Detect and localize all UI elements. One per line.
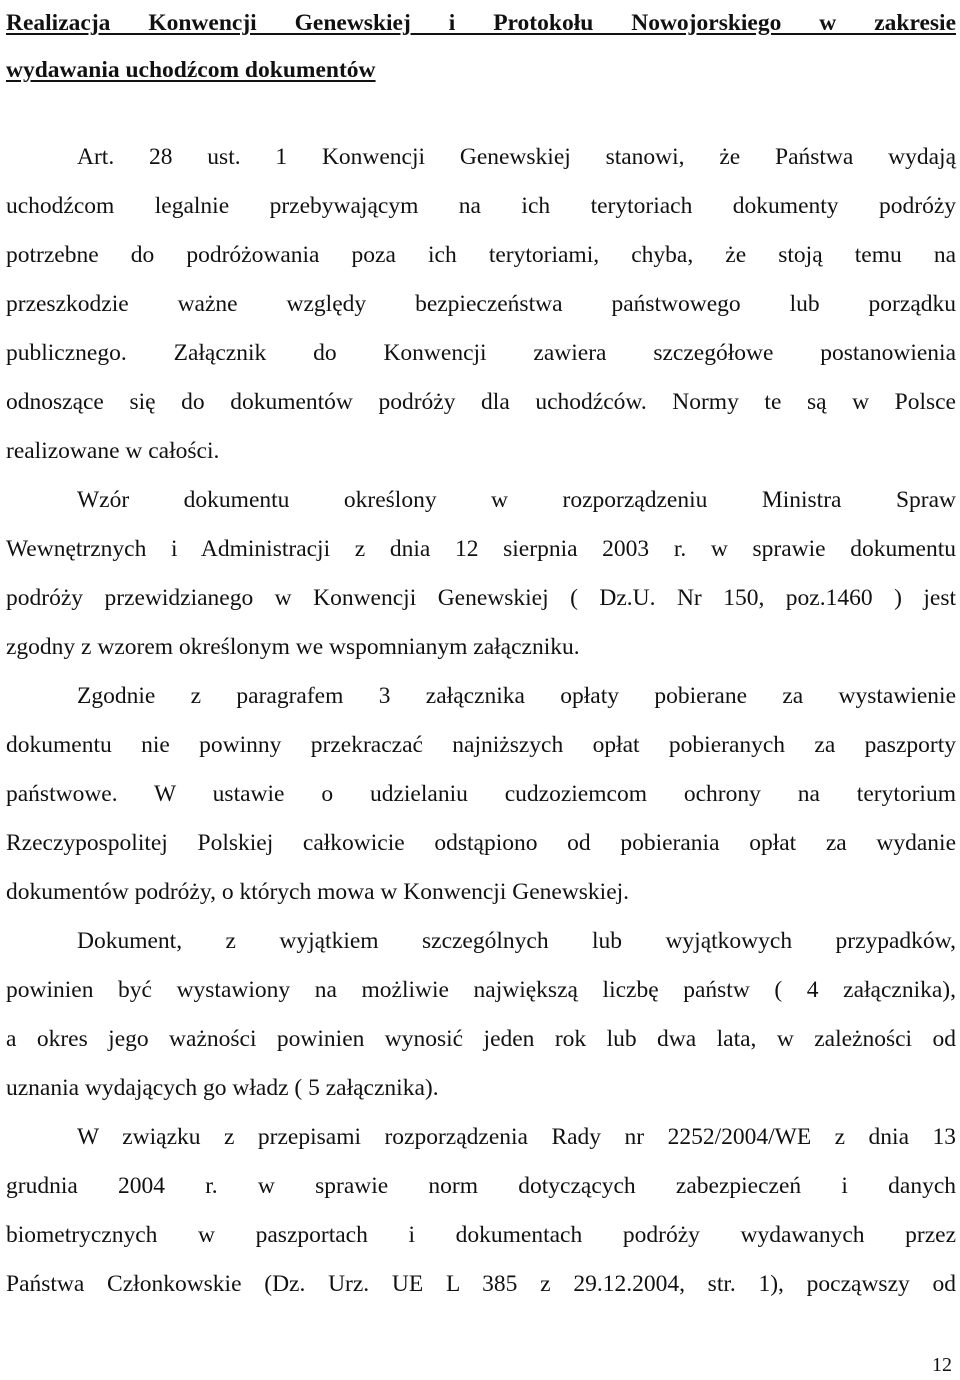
text-line: powinien być wystawiony na możliwie największą liczbę państw ( 4 załącznika),: [6, 977, 956, 1003]
title-line: Realizacja Konwencji Genewskiej i Protokołu Nowojorskiego w zakresie: [6, 10, 956, 36]
text-line: W związku z przepisami rozporządzenia Rady nr 2252/2004/WE z dnia 13: [77, 1124, 956, 1150]
text-line: grudnia 2004 r. w sprawie norm dotyczących zabezpieczeń i danych: [6, 1173, 956, 1199]
text-line: państwowe. W ustawie o udzielaniu cudzoziemcom ochrony na terytorium: [6, 781, 956, 807]
text-line: publicznego. Załącznik do Konwencji zawiera szczegółowe postanowienia: [6, 340, 956, 366]
text-line: Wzór dokumentu określony w rozporządzeniu Ministra Spraw: [77, 487, 956, 513]
paragraph-article-28: [6, 133, 956, 476]
text-line: dokumentów podróży, o których mowa w Konwencji Genewskiej.: [6, 879, 630, 905]
paragraph-fees: [6, 672, 956, 917]
paragraph-regulation: [6, 1113, 956, 1309]
paragraph-validity: [6, 917, 956, 1113]
document-title: [6, 0, 956, 94]
text-line: zgodny z wzorem określonym we wspomnianym załączniku.: [6, 634, 580, 660]
document-body: [6, 133, 956, 1309]
text-line: a okres jego ważności powinien wynosić jeden rok lub dwa lata, w zależności od: [6, 1026, 956, 1052]
document-page: [6, 0, 956, 1309]
text-line: Rzeczypospolitej Polskiej całkowicie odstąpiono od pobierania opłat za wydanie: [6, 830, 956, 856]
text-line: dokumentu nie powinny przekraczać najniższych opłat pobieranych za paszporty: [6, 732, 956, 758]
text-line: Wewnętrznych i Administracji z dnia 12 sierpnia 2003 r. w sprawie dokumentu: [6, 536, 956, 562]
text-line: Państwa Członkowskie (Dz. Urz. UE L 385 z 29.12.2004, str. 1), począwszy od: [6, 1271, 956, 1297]
page-number: 12: [932, 1354, 952, 1376]
text-line: odnoszące się do dokumentów podróży dla uchodźców. Normy te są w Polsce: [6, 389, 956, 415]
text-line: uchodźcom legalnie przebywającym na ich terytoriach dokumenty podróży: [6, 193, 956, 219]
text-line: Art. 28 ust. 1 Konwencji Genewskiej stanowi, że Państwa wydają: [77, 144, 956, 170]
text-line: Dokument, z wyjątkiem szczególnych lub wyjątkowych przypadków,: [77, 928, 956, 954]
text-line: potrzebne do podróżowania poza ich terytoriami, chyba, że stoją temu na: [6, 242, 956, 268]
text-line: realizowane w całości.: [6, 438, 220, 464]
text-line: biometrycznych w paszportach i dokumentach podróży wydawanych przez: [6, 1222, 956, 1248]
text-line: uznania wydających go władz ( 5 załącznika).: [6, 1075, 439, 1101]
paragraph-document-template: [6, 476, 956, 672]
title-line: wydawania uchodźcom dokumentów: [6, 57, 376, 83]
text-line: Zgodnie z paragrafem 3 załącznika opłaty pobierane za wystawienie: [77, 683, 956, 709]
text-line: podróży przewidzianego w Konwencji Genewskiej ( Dz.U. Nr 150, poz.1460 ) jest: [6, 585, 956, 611]
text-line: przeszkodzie ważne względy bezpieczeństwa państwowego lub porządku: [6, 291, 956, 317]
